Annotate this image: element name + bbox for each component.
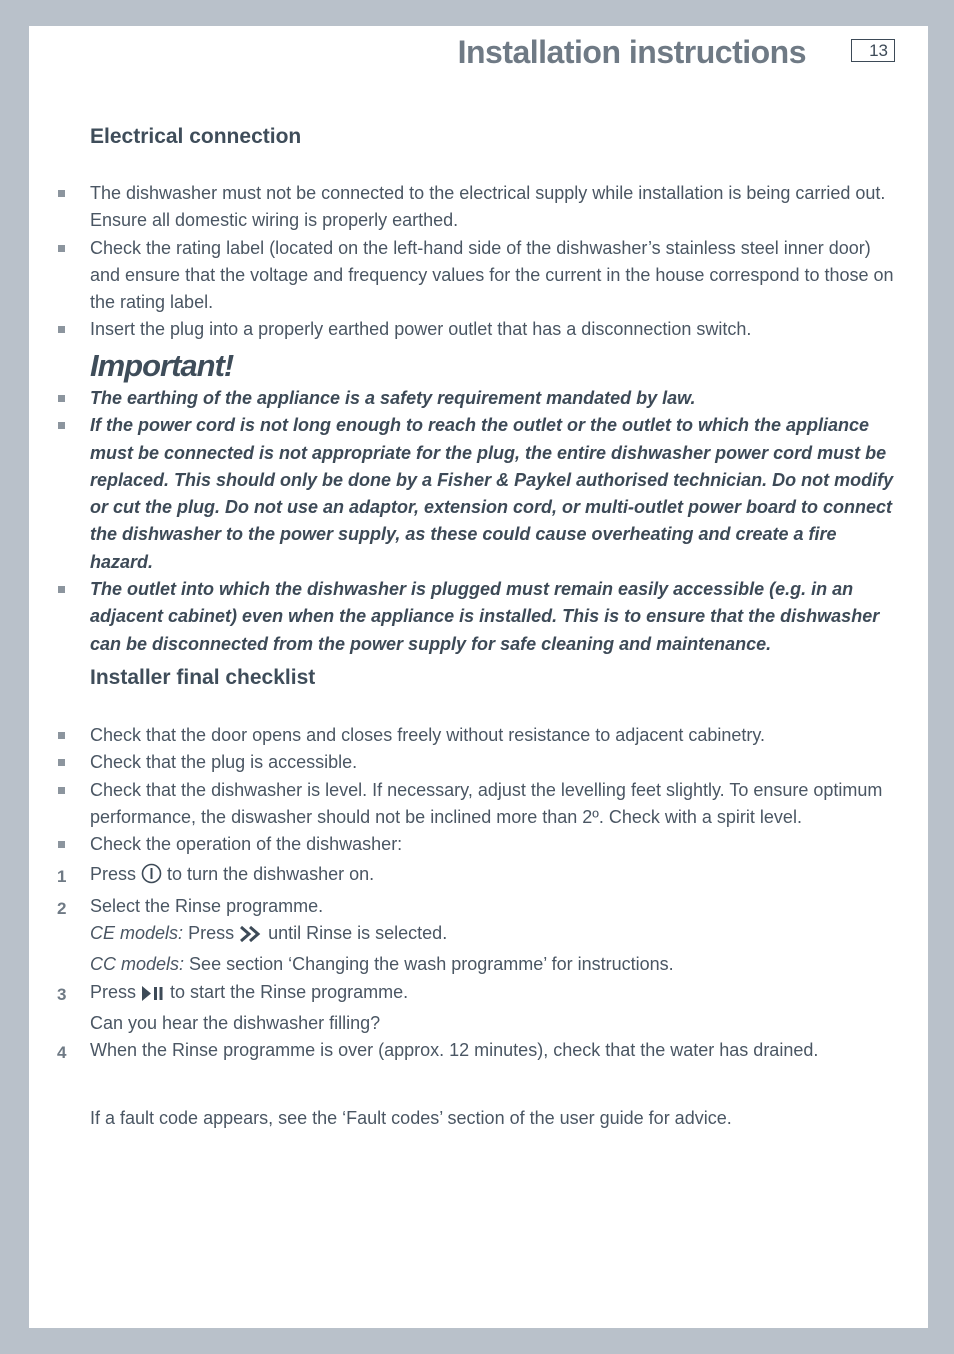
bullet-icon	[58, 245, 65, 252]
list-item: If the power cord is not long enough to reach the outlet or the outlet to which the appliance must be connected is not appropriate for the plug, the entire dishwasher power cord must be replaced. This should only be done by a Fisher & Paykel authorised technician. Do not modify or cut the plug. Do not use an adaptor, extension cord, or multi-outlet power board to connect the dishwasher to the power supply, as these could cause overheating and create a fire hazard.	[29, 412, 897, 576]
important-heading: Important!	[90, 348, 234, 383]
section-heading-checklist: Installer final checklist	[90, 666, 316, 689]
bullet-icon	[58, 787, 65, 794]
fast-forward-icon	[239, 924, 263, 951]
list-item: Check that the plug is accessible.	[29, 749, 897, 776]
document-page	[29, 26, 928, 1328]
bullet-icon	[58, 841, 65, 848]
section-heading-electrical: Electrical connection	[90, 125, 302, 148]
step-number: 3	[57, 984, 67, 1004]
power-icon	[141, 863, 162, 892]
page-title: Installation instructions	[457, 34, 806, 70]
bullet-icon	[58, 395, 65, 402]
page-number-box: 13	[851, 39, 895, 62]
step-number: 2	[57, 898, 67, 918]
step-3: 3 Press to start the Rinse programme. Can you hear the dishwasher filling?	[57, 981, 409, 1033]
bullet-icon	[58, 190, 65, 197]
play-pause-icon	[141, 983, 165, 1010]
bullet-icon	[58, 586, 65, 593]
step-4: 4 When the Rinse programme is over (approx. 12 minutes), check that the water has drained.	[29, 1037, 897, 1064]
list-item: The outlet into which the dishwasher is plugged must remain easily accessible (e.g. in an adjacent cabinet) even when the appliance is installed. This is to ensure that the dishwasher can be disconnected from the power supply for safe cleaning and maintenance.	[29, 576, 897, 658]
bullet-icon	[58, 326, 65, 333]
list-item: Check that the door opens and closes freely without resistance to adjacent cabinetry.	[29, 722, 897, 749]
electrical-list	[29, 180, 928, 344]
list-item: Check the operation of the dishwasher:	[29, 831, 897, 858]
step-1: 1 Press to turn the dishwasher on.	[29, 861, 897, 892]
checklist-list	[29, 722, 928, 1065]
step-number: 4	[57, 1043, 67, 1063]
list-item: Insert the plug into a properly earthed power outlet that has a disconnection switch.	[29, 316, 897, 343]
bullet-icon	[58, 759, 65, 766]
fault-code-note: If a fault code appears, see the ‘Fault codes’ section of the user guide for advice.	[90, 1108, 732, 1128]
list-item: Check that the dishwasher is level. If necessary, adjust the levelling feet slightly. To ensure optimum performance, the diswasher should not be inclined more than 2º. Check with a spirit level.	[29, 777, 897, 832]
list-item: Check the rating label (located on the left-hand side of the dishwasher’s stainless steel inner door) and ensure that the voltage and frequency values for the current in the house correspond to those on the rating label.	[29, 235, 897, 317]
step-number: 1	[57, 867, 67, 887]
bullet-icon	[58, 732, 65, 739]
list-item: The dishwasher must not be connected to the electrical supply while installation is being carried out. Ensure all domestic wiring is properly earthed.	[29, 180, 897, 235]
list-item: The earthing of the appliance is a safety requirement mandated by law.	[29, 385, 897, 412]
step-2: 2 Select the Rinse programme. CE models: Press until Rinse is selected. CC models: See section ‘Changing the wash programme’ for instructions.	[57, 895, 674, 975]
bullet-icon	[58, 422, 65, 429]
important-list	[29, 385, 928, 658]
